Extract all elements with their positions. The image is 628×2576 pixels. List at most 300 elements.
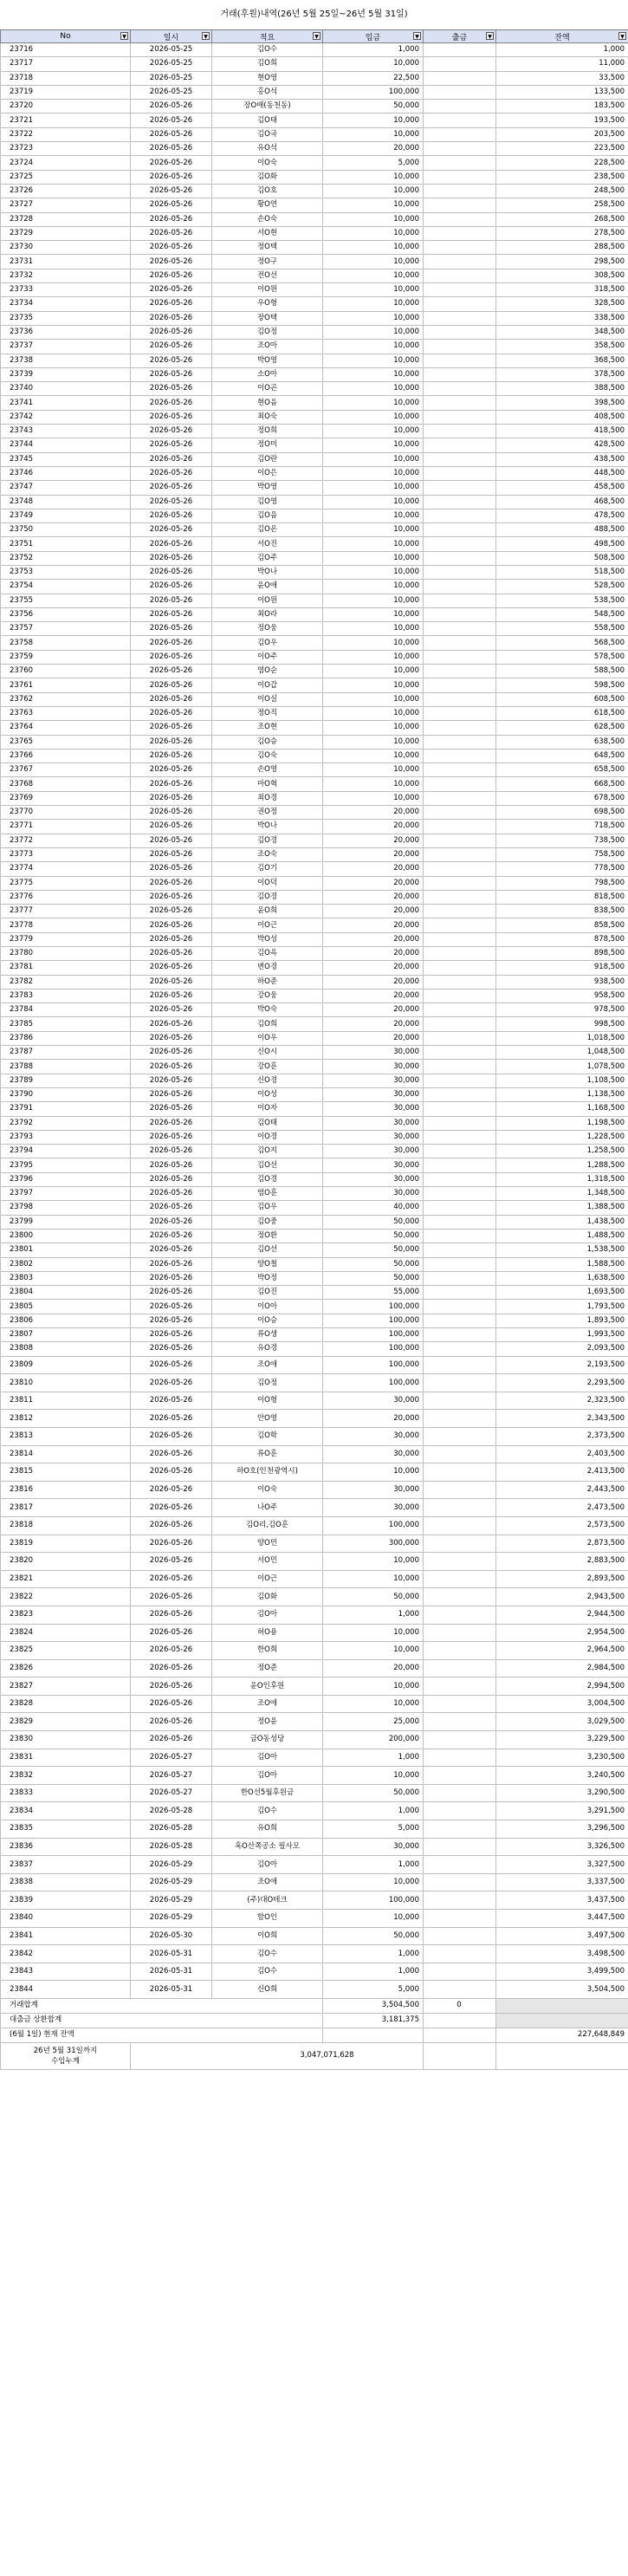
cell-withdrawal bbox=[424, 1535, 496, 1553]
cell-date: 2026-05-25 bbox=[131, 57, 212, 71]
cell-no: 23756 bbox=[1, 607, 131, 621]
cumulative-label-line1: 26년 5월 31일까지 bbox=[33, 2046, 98, 2055]
cell-deposit: 200,000 bbox=[323, 1731, 424, 1749]
cell-date: 2026-05-26 bbox=[131, 735, 212, 749]
filter-dropdown-icon[interactable]: ▼ bbox=[618, 32, 626, 40]
cell-no: 23775 bbox=[1, 876, 131, 890]
cell-withdrawal bbox=[424, 1516, 496, 1535]
cell-date: 2026-05-26 bbox=[131, 495, 212, 509]
cell-description: 김O정 bbox=[212, 1374, 323, 1392]
cell-balance: 2,964,500 bbox=[496, 1642, 628, 1660]
cell-no: 23727 bbox=[1, 198, 131, 212]
cell-balance: 223,500 bbox=[496, 142, 628, 156]
cell-balance: 398,500 bbox=[496, 396, 628, 410]
cell-date: 2026-05-26 bbox=[131, 1642, 212, 1660]
table-row bbox=[1, 1130, 628, 1144]
cell-withdrawal bbox=[424, 1392, 496, 1410]
cell-balance: 2,473,500 bbox=[496, 1499, 628, 1517]
cell-description: 김O우 bbox=[212, 636, 323, 650]
table-row bbox=[1, 100, 628, 114]
table-row bbox=[1, 1784, 628, 1802]
cell-withdrawal bbox=[424, 1784, 496, 1802]
cell-withdrawal bbox=[424, 1713, 496, 1731]
cell-deposit: 10,000 bbox=[323, 396, 424, 410]
cell-deposit: 10,000 bbox=[323, 438, 424, 452]
cell-description: 유O석 bbox=[212, 142, 323, 156]
table-row bbox=[1, 241, 628, 255]
cell-balance: 538,500 bbox=[496, 594, 628, 607]
cell-balance: 338,500 bbox=[496, 311, 628, 325]
cell-balance: 3,240,500 bbox=[496, 1767, 628, 1785]
cell-deposit: 5,000 bbox=[323, 1981, 424, 1999]
table-row bbox=[1, 1201, 628, 1215]
cumulative-empty-1 bbox=[424, 2042, 496, 2069]
cell-deposit: 10,000 bbox=[323, 1570, 424, 1588]
cell-date: 2026-05-26 bbox=[131, 1606, 212, 1624]
table-row bbox=[1, 354, 628, 367]
cell-withdrawal bbox=[424, 1731, 496, 1749]
table-row bbox=[1, 1659, 628, 1677]
cumulative-label bbox=[1, 2042, 131, 2069]
cell-date: 2026-05-26 bbox=[131, 565, 212, 579]
cell-balance: 203,500 bbox=[496, 127, 628, 141]
cell-withdrawal bbox=[424, 1286, 496, 1300]
cell-deposit: 10,000 bbox=[323, 170, 424, 184]
cell-withdrawal bbox=[424, 481, 496, 495]
cell-description: 염O순 bbox=[212, 665, 323, 678]
cell-withdrawal bbox=[424, 100, 496, 114]
cell-deposit: 10,000 bbox=[323, 650, 424, 664]
cell-date: 2026-05-26 bbox=[131, 636, 212, 650]
cell-balance: 3,029,500 bbox=[496, 1713, 628, 1731]
table-row bbox=[1, 198, 628, 212]
cell-balance: 798,500 bbox=[496, 876, 628, 890]
cell-date: 2026-05-26 bbox=[131, 1300, 212, 1314]
cell-withdrawal bbox=[424, 692, 496, 706]
cell-deposit: 10,000 bbox=[323, 425, 424, 438]
cell-balance: 11,000 bbox=[496, 57, 628, 71]
cell-balance: 978,500 bbox=[496, 1003, 628, 1017]
table-row bbox=[1, 297, 628, 311]
cell-date: 2026-05-26 bbox=[131, 283, 212, 297]
cell-deposit: 30,000 bbox=[323, 1838, 424, 1856]
cell-withdrawal bbox=[424, 1017, 496, 1031]
cell-balance: 1,638,500 bbox=[496, 1271, 628, 1285]
cell-description: 김O아 bbox=[212, 1606, 323, 1624]
cell-date: 2026-05-26 bbox=[131, 325, 212, 339]
cell-description: 정O희 bbox=[212, 425, 323, 438]
cell-deposit: 10,000 bbox=[323, 1695, 424, 1713]
cell-withdrawal bbox=[424, 1588, 496, 1606]
cell-withdrawal bbox=[424, 354, 496, 367]
cumulative-value: 3,047,071,628 bbox=[131, 2042, 424, 2069]
cell-balance: 2,984,500 bbox=[496, 1659, 628, 1677]
cell-deposit: 20,000 bbox=[323, 961, 424, 975]
cell-date: 2026-05-31 bbox=[131, 1963, 212, 1981]
cell-deposit: 10,000 bbox=[323, 1873, 424, 1891]
cell-deposit: 10,000 bbox=[323, 127, 424, 141]
cell-balance: 3,326,500 bbox=[496, 1838, 628, 1856]
cell-balance: 448,500 bbox=[496, 466, 628, 480]
cell-deposit: 10,000 bbox=[323, 791, 424, 805]
table-row bbox=[1, 1102, 628, 1116]
cell-description: 김O옥 bbox=[212, 947, 323, 961]
total-balance-empty bbox=[496, 1998, 628, 2013]
cell-no: 23762 bbox=[1, 692, 131, 706]
table-row bbox=[1, 1342, 628, 1356]
cell-no: 23831 bbox=[1, 1749, 131, 1767]
cell-withdrawal bbox=[424, 763, 496, 777]
cell-date: 2026-05-26 bbox=[131, 396, 212, 410]
current-balance-value: 227,648,849 bbox=[496, 2028, 628, 2042]
cell-description: 조O애 bbox=[212, 1695, 323, 1713]
cell-no: 23807 bbox=[1, 1328, 131, 1342]
cell-date: 2026-05-26 bbox=[131, 438, 212, 452]
cell-date: 2026-05-26 bbox=[131, 1481, 212, 1499]
cell-deposit: 20,000 bbox=[323, 834, 424, 847]
cell-withdrawal bbox=[424, 1158, 496, 1172]
cell-no: 23776 bbox=[1, 890, 131, 904]
cell-no: 23745 bbox=[1, 452, 131, 466]
cell-description: 정O준 bbox=[212, 1659, 323, 1677]
cell-no: 23841 bbox=[1, 1927, 131, 1945]
cell-balance: 2,994,500 bbox=[496, 1677, 628, 1696]
table-row bbox=[1, 1158, 628, 1172]
cell-description: 정O구 bbox=[212, 255, 323, 269]
cell-deposit: 30,000 bbox=[323, 1445, 424, 1463]
cell-deposit: 10,000 bbox=[323, 1463, 424, 1482]
cell-withdrawal bbox=[424, 820, 496, 834]
filter-dropdown-icon[interactable]: ▼ bbox=[202, 32, 210, 40]
cell-deposit: 50,000 bbox=[323, 1243, 424, 1257]
cell-balance: 1,228,500 bbox=[496, 1130, 628, 1144]
cell-withdrawal bbox=[424, 1945, 496, 1963]
cell-balance: 1,000 bbox=[496, 43, 628, 57]
cell-balance: 278,500 bbox=[496, 226, 628, 240]
cell-deposit: 10,000 bbox=[323, 269, 424, 282]
table-row bbox=[1, 43, 628, 57]
cell-withdrawal bbox=[424, 170, 496, 184]
cell-deposit: 300,000 bbox=[323, 1535, 424, 1553]
cell-deposit: 10,000 bbox=[323, 678, 424, 692]
cell-deposit: 10,000 bbox=[323, 1624, 424, 1642]
cell-balance: 488,500 bbox=[496, 523, 628, 537]
cell-date: 2026-05-26 bbox=[131, 509, 212, 522]
filter-dropdown-icon[interactable]: ▼ bbox=[120, 32, 128, 40]
cell-no: 23817 bbox=[1, 1499, 131, 1517]
cell-deposit: 10,000 bbox=[323, 607, 424, 621]
cell-no: 23788 bbox=[1, 1060, 131, 1074]
cell-deposit: 1,000 bbox=[323, 1802, 424, 1820]
total-row bbox=[1, 1998, 628, 2013]
table-row bbox=[1, 156, 628, 170]
cell-withdrawal bbox=[424, 382, 496, 396]
cell-no: 23785 bbox=[1, 1017, 131, 1031]
table-body bbox=[1, 43, 628, 1999]
cell-no: 23838 bbox=[1, 1873, 131, 1891]
cell-description: 김O아 bbox=[212, 1767, 323, 1785]
cell-withdrawal bbox=[424, 1116, 496, 1130]
cell-deposit: 20,000 bbox=[323, 1031, 424, 1045]
cell-date: 2026-05-26 bbox=[131, 1158, 212, 1172]
cell-balance: 718,500 bbox=[496, 820, 628, 834]
cell-no: 23832 bbox=[1, 1767, 131, 1785]
table-row bbox=[1, 367, 628, 381]
filter-dropdown-icon[interactable]: ▼ bbox=[313, 32, 320, 40]
cell-description: 정O환 bbox=[212, 1229, 323, 1243]
cell-no: 23722 bbox=[1, 127, 131, 141]
cell-deposit: 100,000 bbox=[323, 85, 424, 99]
cell-withdrawal bbox=[424, 1499, 496, 1517]
cell-deposit: 30,000 bbox=[323, 1046, 424, 1060]
cell-balance: 458,500 bbox=[496, 481, 628, 495]
cell-deposit: 10,000 bbox=[323, 226, 424, 240]
cell-description: 정O직 bbox=[212, 706, 323, 720]
cell-description: 윤O희 bbox=[212, 905, 323, 918]
cell-balance: 1,078,500 bbox=[496, 1060, 628, 1074]
table-row bbox=[1, 1910, 628, 1928]
cell-date: 2026-05-26 bbox=[131, 862, 212, 876]
cell-balance: 1,138,500 bbox=[496, 1087, 628, 1101]
cell-date: 2026-05-26 bbox=[131, 1328, 212, 1342]
cell-description: 신O희 bbox=[212, 1981, 323, 1999]
cell-balance: 1,538,500 bbox=[496, 1243, 628, 1257]
cell-withdrawal bbox=[424, 1257, 496, 1271]
cell-balance: 1,018,500 bbox=[496, 1031, 628, 1045]
table-row bbox=[1, 607, 628, 621]
cell-description: 이O곤 bbox=[212, 382, 323, 396]
cell-description: 서O진 bbox=[212, 537, 323, 551]
table-row bbox=[1, 749, 628, 762]
cell-date: 2026-05-26 bbox=[131, 127, 212, 141]
cell-balance: 738,500 bbox=[496, 834, 628, 847]
cell-no: 23732 bbox=[1, 269, 131, 282]
cell-no: 23753 bbox=[1, 565, 131, 579]
cell-no: 23767 bbox=[1, 763, 131, 777]
table-row bbox=[1, 947, 628, 961]
cell-balance: 2,403,500 bbox=[496, 1445, 628, 1463]
cell-no: 23791 bbox=[1, 1102, 131, 1116]
cell-balance: 568,500 bbox=[496, 636, 628, 650]
cell-withdrawal bbox=[424, 1087, 496, 1101]
cell-date: 2026-05-26 bbox=[131, 481, 212, 495]
cell-description: 박O영 bbox=[212, 481, 323, 495]
cell-no: 23770 bbox=[1, 806, 131, 820]
cell-no: 23759 bbox=[1, 650, 131, 664]
cell-deposit: 40,000 bbox=[323, 1201, 424, 1215]
cell-description: 김O숙 bbox=[212, 749, 323, 762]
cell-balance: 548,500 bbox=[496, 607, 628, 621]
table-row bbox=[1, 1856, 628, 1874]
cell-description: 염O훈 bbox=[212, 1187, 323, 1201]
cell-description: 이O숙 bbox=[212, 156, 323, 170]
table-row bbox=[1, 932, 628, 946]
cell-date: 2026-05-26 bbox=[131, 1116, 212, 1130]
cell-description: 이O자 bbox=[212, 1102, 323, 1116]
header-withdrawal bbox=[424, 30, 496, 43]
filter-dropdown-icon[interactable]: ▼ bbox=[413, 32, 421, 40]
cell-withdrawal bbox=[424, 43, 496, 57]
cell-date: 2026-05-31 bbox=[131, 1945, 212, 1963]
cell-withdrawal bbox=[424, 71, 496, 85]
cell-no: 23717 bbox=[1, 57, 131, 71]
cell-date: 2026-05-26 bbox=[131, 791, 212, 805]
cell-date: 2026-05-26 bbox=[131, 1535, 212, 1553]
cell-no: 23808 bbox=[1, 1342, 131, 1356]
cell-date: 2026-05-26 bbox=[131, 1463, 212, 1482]
table-row bbox=[1, 325, 628, 339]
cell-deposit: 22,500 bbox=[323, 71, 424, 85]
header-date bbox=[131, 30, 212, 43]
cell-date: 2026-05-26 bbox=[131, 947, 212, 961]
table-row bbox=[1, 1624, 628, 1642]
cell-deposit: 20,000 bbox=[323, 975, 424, 989]
cell-description: 조O숙 bbox=[212, 847, 323, 861]
cell-no: 23757 bbox=[1, 622, 131, 636]
cell-deposit: 10,000 bbox=[323, 1910, 424, 1928]
cell-date: 2026-05-26 bbox=[131, 114, 212, 127]
cell-balance: 2,883,500 bbox=[496, 1553, 628, 1571]
cell-description: 김O리,김O훈 bbox=[212, 1516, 323, 1535]
cell-date: 2026-05-26 bbox=[131, 1588, 212, 1606]
cell-balance: 2,373,500 bbox=[496, 1427, 628, 1445]
table-row bbox=[1, 961, 628, 975]
cell-description: 김O경 bbox=[212, 834, 323, 847]
cell-no: 23840 bbox=[1, 1910, 131, 1928]
cell-date: 2026-05-26 bbox=[131, 1553, 212, 1571]
cell-balance: 1,588,500 bbox=[496, 1257, 628, 1271]
cell-date: 2026-05-26 bbox=[131, 1130, 212, 1144]
cell-deposit: 10,000 bbox=[323, 622, 424, 636]
cell-withdrawal bbox=[424, 1342, 496, 1356]
cell-no: 23811 bbox=[1, 1392, 131, 1410]
cell-balance: 298,500 bbox=[496, 255, 628, 269]
filter-dropdown-icon[interactable]: ▼ bbox=[486, 32, 494, 40]
header-deposit bbox=[323, 30, 424, 43]
cell-balance: 2,343,500 bbox=[496, 1410, 628, 1428]
table-row bbox=[1, 692, 628, 706]
cell-description: 조O애 bbox=[212, 1356, 323, 1374]
table-row bbox=[1, 1677, 628, 1696]
cell-date: 2026-05-26 bbox=[131, 905, 212, 918]
cell-no: 23820 bbox=[1, 1553, 131, 1571]
table-row bbox=[1, 1087, 628, 1101]
cell-date: 2026-05-26 bbox=[131, 100, 212, 114]
transaction-table bbox=[0, 29, 628, 2070]
cell-withdrawal bbox=[424, 607, 496, 621]
cell-deposit: 10,000 bbox=[323, 410, 424, 424]
cell-balance: 3,230,500 bbox=[496, 1749, 628, 1767]
cell-balance: 1,793,500 bbox=[496, 1300, 628, 1314]
cell-balance: 378,500 bbox=[496, 367, 628, 381]
cell-no: 23798 bbox=[1, 1201, 131, 1215]
cell-date: 2026-05-26 bbox=[131, 1570, 212, 1588]
cell-description: 나O주 bbox=[212, 1499, 323, 1517]
current-balance-empty-1 bbox=[323, 2028, 424, 2042]
cell-description: 마O혁 bbox=[212, 777, 323, 791]
cell-description: 김O아 bbox=[212, 1856, 323, 1874]
cell-description: 박O나 bbox=[212, 565, 323, 579]
table-row bbox=[1, 636, 628, 650]
cell-deposit: 20,000 bbox=[323, 932, 424, 946]
cell-withdrawal bbox=[424, 114, 496, 127]
cell-description: 박O성 bbox=[212, 932, 323, 946]
table-row bbox=[1, 905, 628, 918]
cell-balance: 658,500 bbox=[496, 763, 628, 777]
cell-date: 2026-05-26 bbox=[131, 1695, 212, 1713]
cell-description: 황O연 bbox=[212, 198, 323, 212]
cell-balance: 1,288,500 bbox=[496, 1158, 628, 1172]
table-row bbox=[1, 1300, 628, 1314]
cell-no: 23842 bbox=[1, 1945, 131, 1963]
cell-withdrawal bbox=[424, 650, 496, 664]
cell-withdrawal bbox=[424, 791, 496, 805]
cell-no: 23771 bbox=[1, 820, 131, 834]
cell-no: 23835 bbox=[1, 1820, 131, 1839]
table-row bbox=[1, 1695, 628, 1713]
table-row bbox=[1, 735, 628, 749]
table-row bbox=[1, 820, 628, 834]
total-label: 거래합계 bbox=[1, 1998, 323, 2013]
cell-date: 2026-05-26 bbox=[131, 820, 212, 834]
table-row bbox=[1, 1463, 628, 1482]
header-description bbox=[212, 30, 323, 43]
cell-no: 23821 bbox=[1, 1570, 131, 1588]
cell-withdrawal bbox=[424, 918, 496, 932]
cell-balance: 1,348,500 bbox=[496, 1187, 628, 1201]
table-row bbox=[1, 396, 628, 410]
table-row bbox=[1, 71, 628, 85]
table-row bbox=[1, 1749, 628, 1767]
cell-withdrawal bbox=[424, 989, 496, 1002]
table-row bbox=[1, 721, 628, 735]
cell-no: 23830 bbox=[1, 1731, 131, 1749]
cell-date: 2026-05-26 bbox=[131, 1374, 212, 1392]
table-row bbox=[1, 1410, 628, 1428]
cell-description: 손O영 bbox=[212, 763, 323, 777]
cell-no: 23724 bbox=[1, 156, 131, 170]
cell-withdrawal bbox=[424, 340, 496, 354]
cell-balance: 438,500 bbox=[496, 452, 628, 466]
cell-deposit: 10,000 bbox=[323, 580, 424, 594]
cell-deposit: 25,000 bbox=[323, 1713, 424, 1731]
table-row bbox=[1, 777, 628, 791]
current-balance-empty-2 bbox=[424, 2028, 496, 2042]
cell-no: 23843 bbox=[1, 1963, 131, 1981]
cell-withdrawal bbox=[424, 975, 496, 989]
cell-balance: 468,500 bbox=[496, 495, 628, 509]
cell-deposit: 30,000 bbox=[323, 1187, 424, 1201]
cell-withdrawal bbox=[424, 1749, 496, 1767]
cell-withdrawal bbox=[424, 127, 496, 141]
cell-date: 2026-05-26 bbox=[131, 297, 212, 311]
cell-withdrawal bbox=[424, 1215, 496, 1229]
header-description-label: 적요 bbox=[259, 33, 275, 42]
cell-withdrawal bbox=[424, 749, 496, 762]
cell-no: 23797 bbox=[1, 1187, 131, 1201]
table-row bbox=[1, 1963, 628, 1981]
cell-date: 2026-05-29 bbox=[131, 1856, 212, 1874]
cell-withdrawal bbox=[424, 1003, 496, 1017]
cell-withdrawal bbox=[424, 410, 496, 424]
cell-deposit: 20,000 bbox=[323, 142, 424, 156]
cell-description: 김O아 bbox=[212, 1749, 323, 1767]
cell-deposit: 100,000 bbox=[323, 1300, 424, 1314]
cell-date: 2026-05-26 bbox=[131, 156, 212, 170]
cell-deposit: 1,000 bbox=[323, 1945, 424, 1963]
cell-no: 23795 bbox=[1, 1158, 131, 1172]
cell-date: 2026-05-28 bbox=[131, 1802, 212, 1820]
